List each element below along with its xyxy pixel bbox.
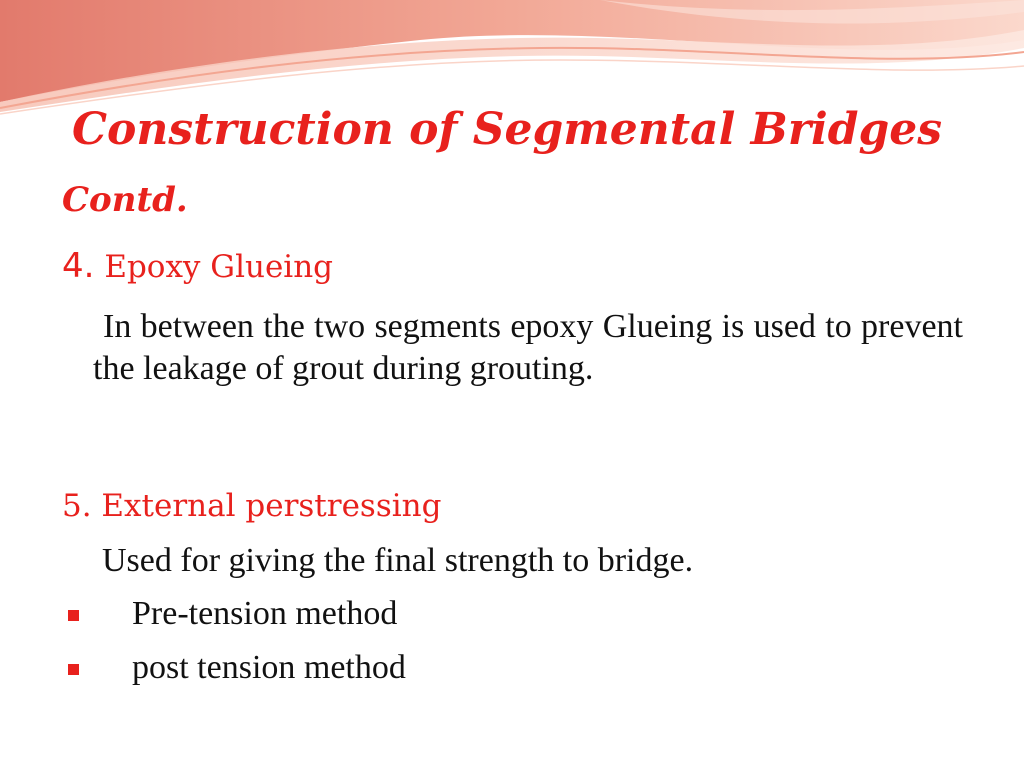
slide-subtitle: Contd.	[62, 180, 188, 220]
bullet-text: post tension method	[132, 649, 406, 686]
section-5-body: Used for giving the final strength to bridge.	[102, 542, 694, 579]
red-square-bullet-icon	[68, 664, 79, 675]
bullet-text: Pre-tension method	[132, 595, 398, 632]
section-4-heading	[62, 246, 333, 287]
section-5-heading: 5. External perstressing	[62, 488, 442, 524]
red-square-bullet-icon	[68, 610, 79, 621]
section-4-number: 4.	[62, 246, 95, 286]
slide-title: Construction of Segmental Bridges	[72, 104, 943, 155]
section-4-title: Epoxy Glueing	[104, 249, 334, 285]
decorative-wave-header	[0, 0, 1024, 120]
section-4-body: In between the two segments epoxy Glueing is used to prevent the leakage of grout during grouting.	[93, 308, 963, 387]
